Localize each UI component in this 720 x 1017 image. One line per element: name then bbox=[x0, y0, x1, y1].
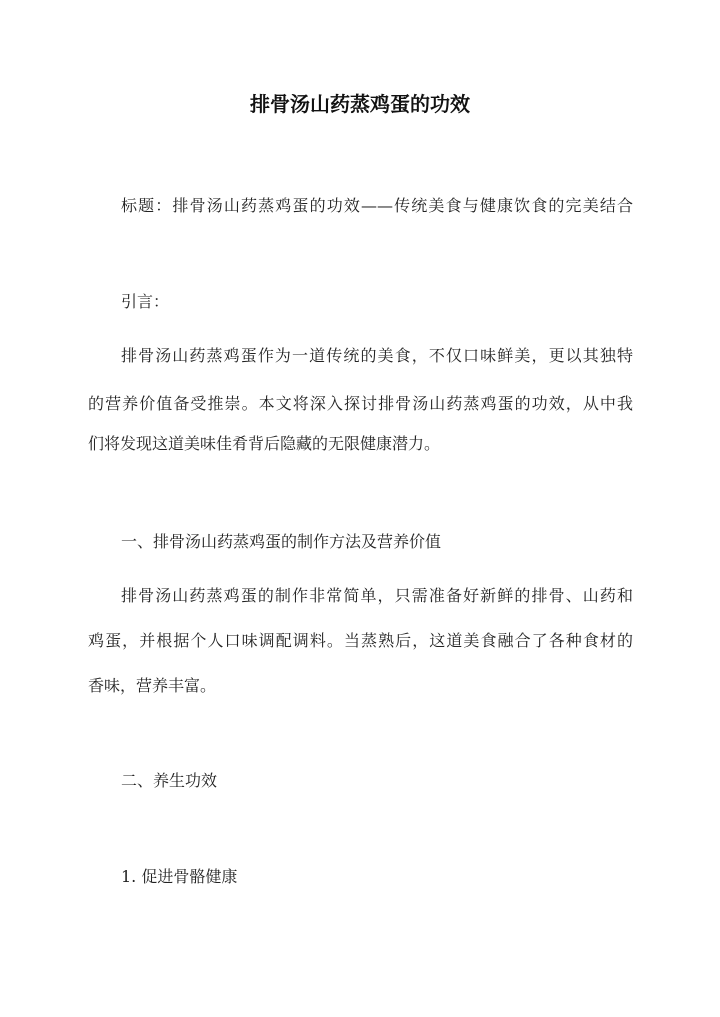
intro-paragraph-line-2: 的营养价值备受推崇。本文将深入探讨排骨汤山药蒸鸡蛋的功效，从中我 bbox=[88, 394, 633, 413]
item-1-heading: 1. 促进骨骼健康 bbox=[121, 867, 238, 886]
section-2-heading: 二、养生功效 bbox=[121, 771, 218, 790]
intro-paragraph-line-1: 排骨汤山药蒸鸡蛋作为一道传统的美食，不仅口味鲜美，更以其独特 bbox=[121, 346, 633, 365]
section-1-heading: 一、排骨汤山药蒸鸡蛋的制作方法及营养价值 bbox=[121, 532, 442, 551]
section-1-paragraph-line-3: 香味，营养丰富。 bbox=[88, 676, 217, 695]
subtitle-line: 标题：排骨汤山药蒸鸡蛋的功效——传统美食与健康饮食的完美结合 bbox=[121, 196, 633, 215]
intro-paragraph-line-3: 们将发现这道美味佳肴背后隐藏的无限健康潜力。 bbox=[88, 434, 441, 453]
section-1-paragraph-line-1: 排骨汤山药蒸鸡蛋的制作非常简单，只需准备好新鲜的排骨、山药和 bbox=[121, 586, 633, 605]
document-title: 排骨汤山药蒸鸡蛋的功效 bbox=[250, 92, 470, 116]
intro-heading: 引言： bbox=[121, 292, 170, 311]
section-1-paragraph-line-2: 鸡蛋，并根据个人口味调配调料。当蒸熟后，这道美食融合了各种食材的 bbox=[88, 631, 633, 650]
